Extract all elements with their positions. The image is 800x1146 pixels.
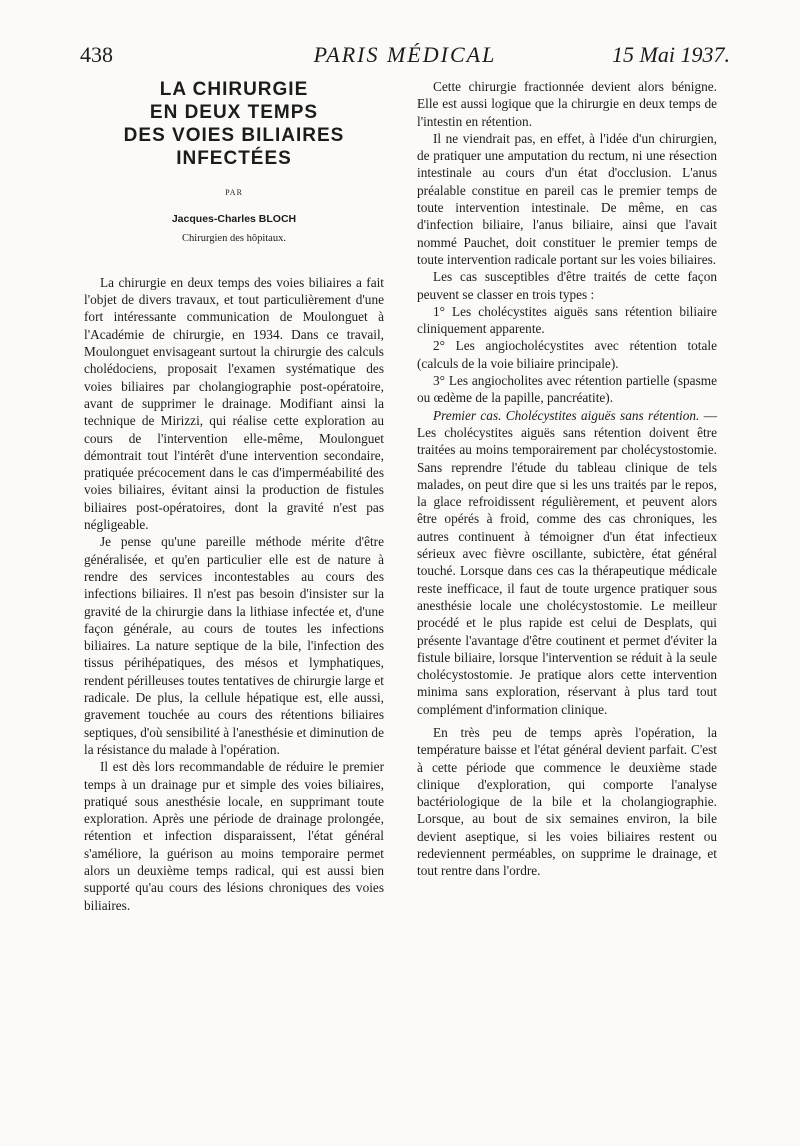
case-paragraph [417,407,717,718]
body-paragraph: Je pense qu'une pareille méthode mérite d'être généralisée, et qu'en particulier elle est de nature à rendre des services incontestables au cours des infections biliaires. Il n'est pas besoin d'insister sur la gravité de la chirurgie dans la lithiase infectée et, d'une façon générale, au cours de toutes les infections biliaires. La nature septique de la bile, l'infection des tissus périhépatiques, des mésos et lymphatiques, rendent périlleuses toutes tentatives de chirurgie large et radicale. De plus, la cellule hépatique est, elle aussi, gravement touchée au cours des rétentions biliaires septiques, d'où sensibilité à l'anesthésie et diminution de la résistance du malade à l'opération. [84,534,384,757]
list-item: 2° Les angiocholécystites avec rétention totale (calculs de la voie biliaire principale). [417,338,717,371]
body-paragraph: Les cas susceptibles d'être traités de cette façon peuvent se classer en trois types : [417,269,717,302]
left-column [84,78,384,914]
list-item: 3° Les angiocholites avec rétention partielle (spasme ou œdème de la papille, pancréatite). [417,373,717,406]
body-paragraph: Il ne viendrait pas, en effet, à l'idée d'un chirurgien, de pratiquer une amputation du rectum, ni une résection intestinale au cours d'un état d'occlusion. L'anus préalable constitue en pareil cas le premier temps de toute intervention intestinale. De même, en cas d'infection biliaire, l'anus biliaire, ainsi que l'avait nommé Pauchet, doit constituer le premier temps de toute intervention radicale portant sur les voies biliaires. [417,130,717,267]
title-line: DES VOIES BILIAIRES [123,125,345,146]
case-text: — Les cholécystites aiguës sans rétention doivent être traitées au moins temporairement par cholécystostomie. Sans reprendre l'étude du tableau clinique de tels malades, on peut dire que si les uns traités par le repos, la glace refroidissent régulièrement, et peuvent alors être opérés à froid, comme des cas chroniques, les autres continuent à témoigner d'un état infectieux sérieux avec fièvre oscillante, subictère, état général touché. Lorsque dans ces cas la thérapeutique médicale reste inefficace, il faut de toute urgence pratiquer sous anesthésie locale une cholécystostomie. Le meilleur procédé et le plus rapide est celui de Desplats, qui présente l'avantage d'être coutinent et permet d'éviter la fistule biliaire, lorsque l'intervention se réduit à la seule cholécystostomie. Je pratique alors cette intervention minima sans exploration, réservant à plus tard tout complément d'information clinique. [417,407,718,717]
body-paragraph: En très peu de temps après l'opération, la température baisse et l'état général devient parfait. C'est à cette période que commence le deuxième stade clinique d'exploration, qui comporte l'analyse bactériologique de la bile et la cholangiographie. Lorsque, au bout de six semaines environ, la bile devient aseptique, si les voies biliaires restent ou redeviennent perméables, on supprime le drainage, et tout rentre dans l'ordre. [417,724,717,879]
right-column [417,78,717,880]
article-title [84,78,384,170]
body-paragraph: Cette chirurgie fractionnée devient alors bénigne. Elle est aussi logique que la chirurgie en deux temps de l'intestin en rétention. [417,79,717,129]
page-number: 438 [80,42,113,67]
title-line: LA CHIRURGIE [159,79,309,100]
page-header [80,42,730,72]
case-heading: Premier cas. Cholécystites aiguës sans rétention. [433,407,700,423]
author-name: Jacques-Charles BLOCH [171,213,297,226]
body-paragraph: Il est dès lors recommandable de réduire le premier temps à un drainage pur et simple des voies biliaires, pratiqué sous anesthésie locale, en supprimant toute exploration. Après une période de drainage prolongée, rétention et infection disparaissent, l'état général s'améliore, la guérison au moins temporaire permet alors un deuxième temps radical, qui est aussi bien supporté qu'au cours des lésions chroniques des voies biliaires. [84,759,384,913]
title-line: EN DEUX TEMPS [149,102,319,123]
list-item: 1° Les cholécystites aiguës sans rétention biliaire cliniquement apparente. [417,303,717,337]
body-paragraph: La chirurgie en deux temps des voies biliaires a fait l'objet de divers travaux, et tout particulièrement d'une fort intéressante communication de Moulonguet à l'Académie de chirurgie, en 1934. Dans ce travail, Moulonguet envisageant surtout la chirurgie des calculs cholédociens, proposait l'examen systématique des voies biliaires par cholangiographie post-opératoire, avant de supprimer le drainage. Modifiant ainsi la technique de Mirizzi, qui réalise cette exploration au cours de l'intervention elle-même, Moulonguet démontrait tout l'intérêt d'une intervention secondaire, pratiquée précocement dans le cas d'imperméabilité des voies biliaires, évitant ainsi la production de fistules biliaires post-opératoires, dont la gravité n'est pas négligeable. [84,274,384,533]
author-affiliation: Chirurgien des hôpitaux. [182,232,286,244]
journal-title: PARIS MÉDICAL [313,42,497,67]
issue-date: 15 Mai 1937. [612,42,730,67]
byline-par: PAR [225,188,243,197]
title-line: INFECTÉES [176,148,292,169]
